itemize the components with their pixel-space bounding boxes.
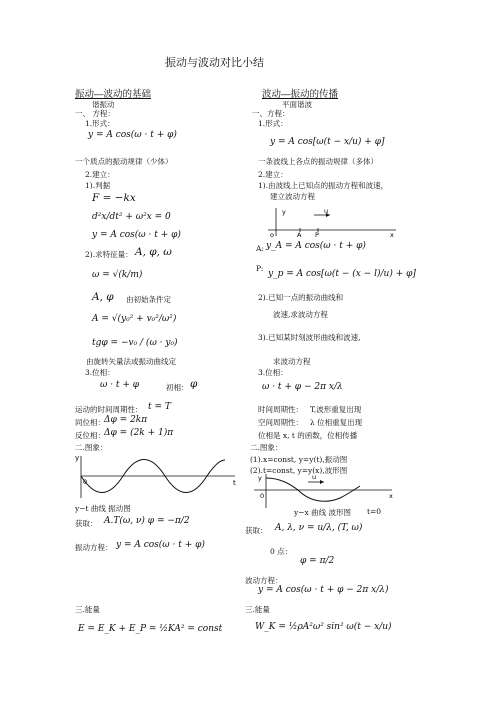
setup-diagram-a-label: A [297, 231, 302, 238]
right-phase-label: 3.位相： [258, 368, 288, 377]
right-section-1: 一、方程： [252, 109, 290, 118]
zero-point-equation: φ = π/2 [300, 556, 335, 566]
a-phi-symbols: A, φ [92, 291, 114, 303]
page-title: 振动与波动对比小结 [165, 57, 264, 69]
left-build-label: 2.建立： [85, 170, 115, 179]
left-graph-label: 二.图象： [75, 443, 108, 452]
waveform-graph-x-label: x [389, 492, 393, 500]
left-phase-equation: ω · t + φ [100, 380, 140, 390]
right-build-step-1b: 建立波动方程 [270, 192, 315, 201]
waveform-graph-origin-label: 0 [260, 492, 265, 500]
setup-diagram-u-label: u [324, 207, 329, 215]
right-form-equation: y = A cos[ω(t − x/u) + φ] [270, 137, 385, 147]
waveform-direction-arrowhead [320, 480, 324, 484]
left-energy-label: 三.能量 [75, 605, 100, 614]
waveform-time-label: t=0 [367, 507, 382, 516]
wave-equation: y = A cos(ω · t + φ − 2π x/λ) [258, 585, 389, 595]
point-a-label: A: [256, 244, 264, 253]
space-periodicity-text: 空间周期性： [258, 418, 303, 427]
left-energy-equation: E = E_K + E_P = ½KA² = const [78, 624, 223, 634]
criterion-solution-equation: y = A cos(ω · t + φ) [92, 230, 181, 240]
left-features-label: 2).求特征量： [85, 250, 133, 259]
same-phase-equation: Δφ = 2kπ [104, 415, 148, 425]
left-header: 振动—波动的基础 [75, 89, 152, 100]
initial-condition-note: 由初始条件定 [126, 295, 171, 304]
amplitude-equation: A = √(y₀² + v₀²/ω²) [92, 314, 177, 324]
feature-quantities: A, φ, ω [135, 246, 172, 258]
right-build-step-2: 2).已知一点的振动曲线和 [258, 293, 344, 302]
left-criterion-label: 1).判据 [85, 181, 111, 190]
right-build-step-2b: 波速,求波动方程 [273, 310, 328, 319]
setup-diagram-x-label: x [390, 231, 394, 238]
time-periodicity-text: 时间周期性： [258, 405, 303, 414]
vibration-equation-label: 振动方程： [75, 543, 113, 552]
waveform-graph-y-label: y [258, 474, 262, 482]
left-subtitle: 谐振动 [92, 100, 115, 109]
right-energy-equation: W_K = ½ρA²ω² sin² ω(t − x/u) [255, 622, 392, 632]
vibration-graph-t-label: t [233, 479, 236, 487]
right-description: 一条波线上各点的振动规律（多体） [258, 157, 378, 166]
phase-function-note: 位相是 x, t 的函数，位相传播 [258, 431, 358, 440]
point-a-equation: y_A = A cos(ω · t + φ) [266, 241, 366, 251]
right-build-label: 2.建立： [258, 170, 288, 179]
vibration-equation: y = A cos(ω · t + φ) [116, 540, 205, 550]
space-periodicity-detail: λ 位相重复出现 [310, 418, 363, 427]
vibration-graph-origin-label: 0 [83, 478, 88, 486]
initial-phase-label: 初相： [166, 383, 189, 392]
right-build-step-3: 3).已知某时刻波形曲线和波速, [258, 333, 361, 342]
omega-equation: ω = √(k/m) [92, 270, 143, 280]
right-phase-equation: ω · t + φ − 2π x/λ [262, 382, 343, 392]
waveform-graph-u-label: u [312, 473, 317, 481]
graph-type-1: (1).x=const, y=y(t),振动图 [250, 455, 348, 464]
vibration-graph-y-label: y [75, 454, 80, 462]
initial-phase-symbol: φ [190, 378, 198, 390]
zero-point-label: 0 点： [270, 547, 293, 556]
time-period-text: 运动的时间周期性： [75, 405, 143, 414]
wave-setup-diagram [262, 206, 402, 238]
right-subtitle: 平面谐波 [282, 100, 312, 109]
right-obtain-equation: A, λ, ν = u/λ, (T, ω) [275, 523, 363, 533]
anti-phase-text: 反位相： [75, 431, 105, 440]
right-build-step-1: 1).由波线上已知点的振动方程和波速， [258, 181, 389, 190]
left-obtain-equation: A.T(ω, ν) φ = −π/2 [104, 516, 190, 526]
vibration-graph [75, 452, 240, 500]
left-form-equation: y = A cos(ω · t + φ) [88, 130, 177, 140]
right-build-step-3b: 求波动方程 [273, 357, 311, 366]
waveform-graph [250, 472, 400, 512]
wave-equation-label: 波动方程： [245, 576, 283, 585]
graph-type-2: (2).t=const, y=y(x),波形图 [250, 466, 348, 475]
right-form-label: 1.形式： [258, 119, 288, 128]
setup-diagram-y-label: y [282, 208, 286, 216]
left-form-label: 1.形式： [85, 119, 115, 128]
anti-phase-equation: Δφ = (2k + 1)π [104, 428, 174, 438]
time-period-equation: t = T [148, 402, 171, 412]
criterion-force-equation: F = −kx [92, 192, 136, 204]
left-section-1: 一、 方程： [75, 109, 115, 118]
point-p-equation: y_p = A cos[ω(t − (x − l)/u) + φ] [268, 269, 416, 279]
vibration-curve-label: y−t 曲线 振动图 [75, 504, 131, 513]
tan-phi-equation: tgφ = −v₀ / (ω · y₀) [92, 338, 178, 348]
time-periodicity-detail: T,波形重复出现 [310, 405, 362, 414]
setup-diagram-origin-label: o [270, 231, 274, 238]
left-phase-label: 3.位相： [85, 368, 115, 377]
right-header: 波动—振动的传播 [262, 89, 339, 100]
right-obtain-label: 获取： [245, 526, 268, 535]
rotating-vector-note: 由旋转矢量法或振动曲线定 [86, 357, 176, 366]
point-p-label: P: [256, 264, 264, 273]
left-obtain-label: 获取： [75, 519, 98, 528]
left-description: 一个质点的振动规律（少体） [75, 157, 173, 166]
waveform-curve-label: y−x 曲线 波形图 [294, 508, 352, 517]
setup-diagram-p-label: P [315, 231, 319, 238]
right-graph-label: 二.图象： [250, 443, 283, 452]
criterion-differential-equation: d²x/dt² + ω²x = 0 [92, 212, 171, 222]
right-energy-label: 三.能量 [245, 605, 270, 614]
same-phase-text: 同位相： [75, 418, 105, 427]
